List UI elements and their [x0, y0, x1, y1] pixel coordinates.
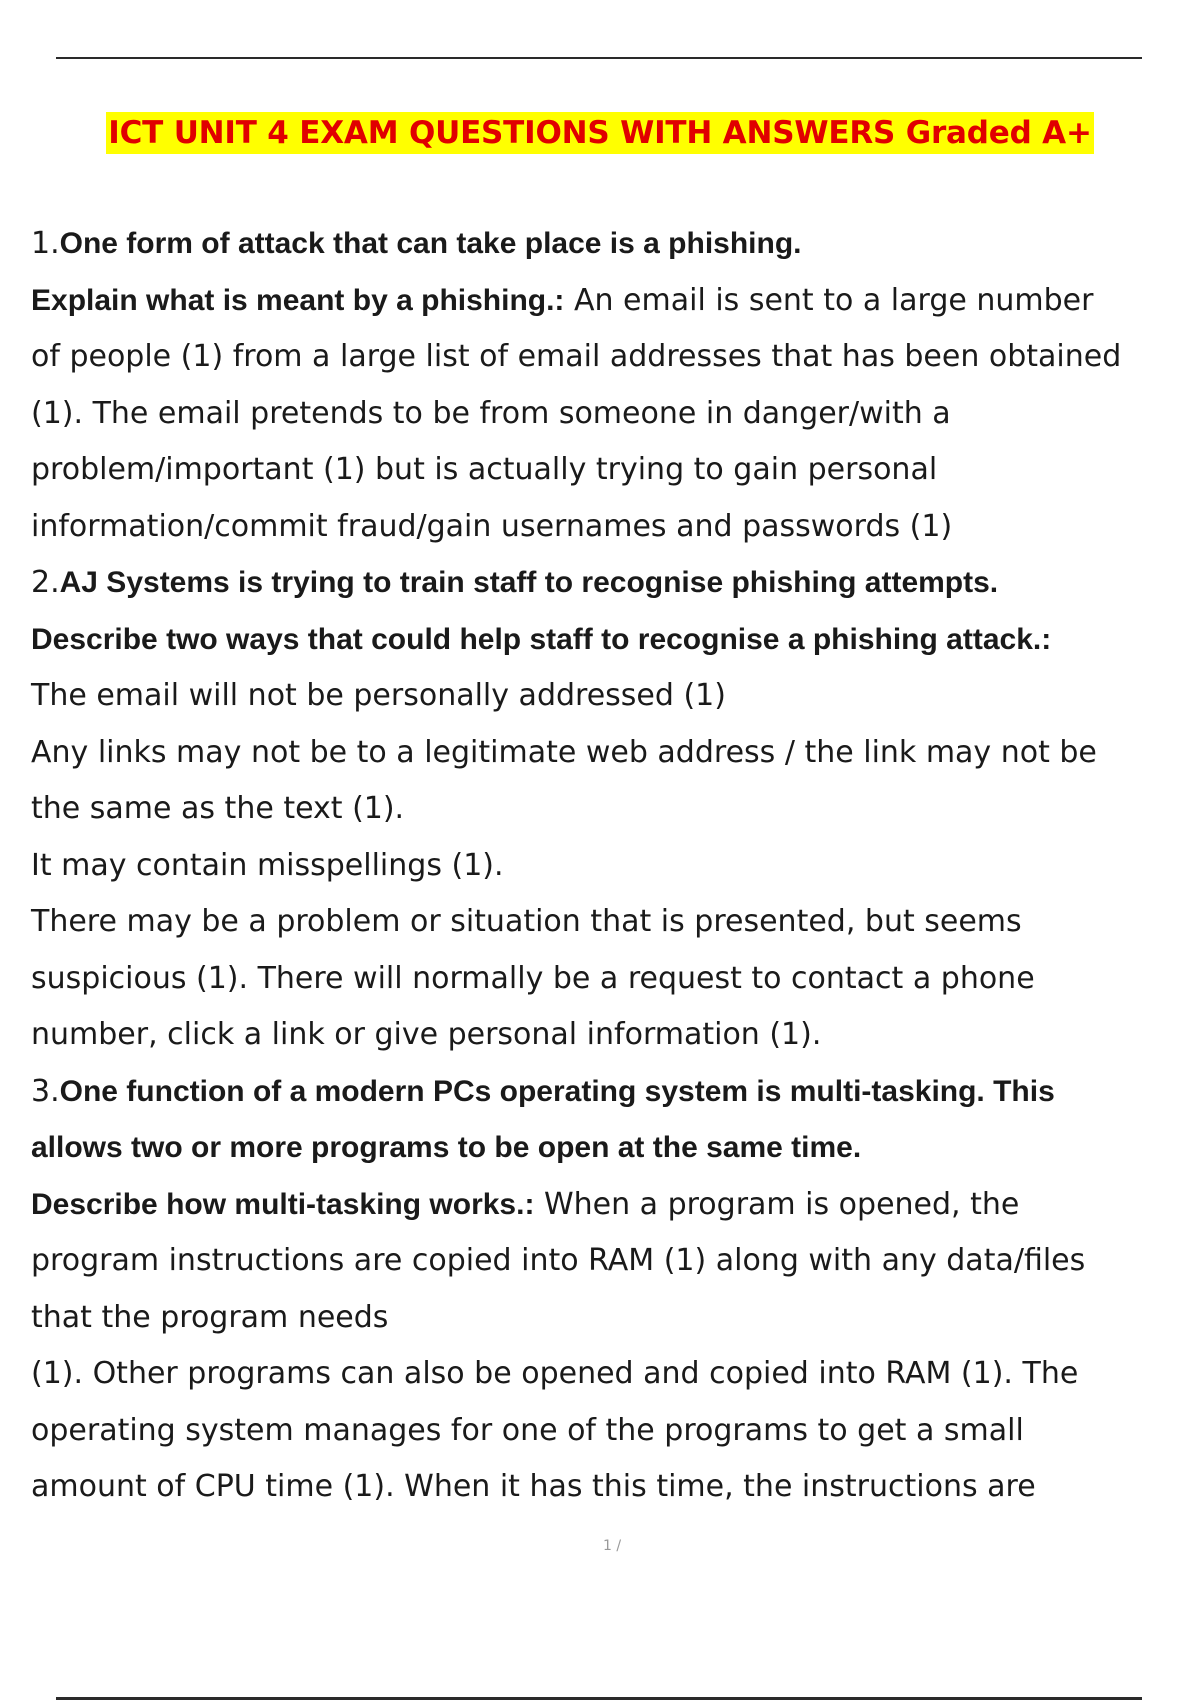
answer-text: of people (1) from a large list of email addresses that has been obtained — [31, 339, 1122, 374]
text-line — [31, 1290, 1200, 1347]
answer-text: There may be a problem or situation that is presented, but seems — [31, 904, 1022, 939]
question-text: Explain what is meant by a phishing.: — [31, 283, 565, 317]
answer-text: An email is sent to a large number — [564, 282, 1094, 318]
answer-text: amount of CPU time (1). When it has this time, the instructions are — [31, 1469, 1036, 1504]
question-number: 3. — [31, 1073, 60, 1109]
question-text: allows two or more programs to be open at the same time. — [31, 1131, 862, 1164]
text-line — [31, 1064, 1200, 1121]
text-line — [31, 668, 1200, 725]
text-line — [31, 386, 1200, 443]
text-line — [31, 1120, 1200, 1177]
page-number: 1 / — [603, 1538, 622, 1554]
answer-text: (1). The email pretends to be from someone in danger/with a — [31, 395, 951, 431]
document-title: ICT UNIT 4 EXAM QUESTIONS WITH ANSWERS Graded A+ — [106, 112, 1093, 154]
text-line — [31, 612, 1200, 669]
text-line — [31, 1233, 1200, 1290]
answer-text: problem/important (1) but is actually trying to gain personal — [31, 452, 938, 487]
answer-text: operating system manages for one of the programs to get a small — [31, 1412, 1024, 1448]
question-text: One function of a modern PCs operating system is multi-tasking. This — [59, 1074, 1055, 1108]
question-number: 2. — [31, 565, 60, 600]
text-line — [31, 1007, 1200, 1064]
text-line — [31, 951, 1200, 1008]
answer-text: number, click a link or give personal information (1). — [31, 1017, 822, 1052]
question-number: 1. — [31, 226, 60, 261]
text-line — [31, 499, 1200, 556]
text-line — [31, 216, 1200, 273]
text-line — [31, 442, 1200, 499]
answer-text: information/commit fraud/gain usernames and passwords (1) — [31, 508, 953, 544]
text-line — [31, 273, 1200, 330]
text-line — [31, 555, 1200, 612]
text-line — [31, 1459, 1200, 1516]
answer-text: that the program needs — [31, 1299, 389, 1335]
text-line — [31, 1403, 1200, 1460]
text-line — [31, 838, 1200, 895]
answer-text: (1). Other programs can also be opened and copied into RAM (1). The — [31, 1356, 1079, 1391]
question-text: Describe two ways that could help staff to recognise a phishing attack.: — [31, 622, 1052, 656]
question-text: AJ Systems is trying to train staff to recognise phishing attempts. — [59, 566, 999, 599]
text-line — [31, 781, 1200, 838]
answer-text: It may contain misspellings (1). — [31, 847, 504, 883]
answer-text: the same as the text (1). — [31, 791, 405, 826]
document-body — [31, 216, 1200, 1516]
top-divider — [56, 57, 1142, 59]
answer-text: The email will not be personally addressed (1) — [31, 678, 726, 713]
title-container — [0, 112, 1200, 154]
text-line — [31, 894, 1200, 951]
question-text: One form of attack that can take place is a phishing. — [59, 227, 802, 260]
text-line — [31, 1177, 1200, 1234]
question-text: Describe how multi-tasking works.: — [31, 1187, 535, 1221]
text-line — [31, 1346, 1200, 1403]
answer-text: program instructions are copied into RAM (1) along with any data/files — [31, 1243, 1086, 1278]
answer-text: Any links may not be to a legitimate web address / the link may not be — [31, 734, 1097, 770]
answer-text: suspicious (1). There will normally be a request to contact a phone — [31, 960, 1035, 996]
answer-text: When a program is opened, the — [534, 1186, 1020, 1222]
text-line — [31, 329, 1200, 386]
text-line — [31, 725, 1200, 782]
